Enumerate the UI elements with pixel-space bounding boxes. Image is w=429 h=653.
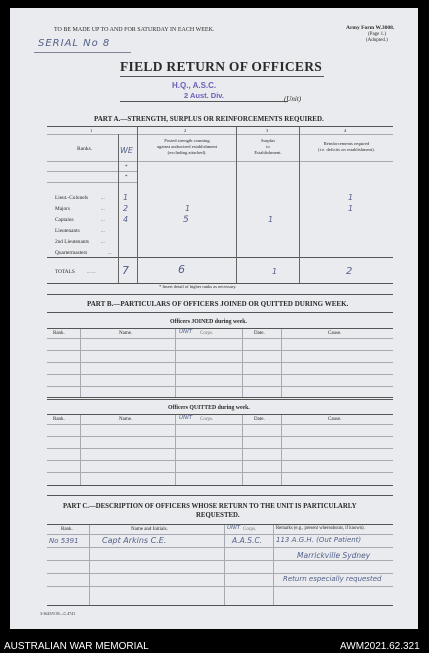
quitted-title: Officers QUITTED during week. [168, 405, 250, 411]
instruction-text: TO BE MADE UP TO AND FOR SATURDAY IN EACH WEEK. [54, 27, 215, 33]
rank-2nd-lieutenants: 2nd Lieutenants [55, 239, 89, 245]
col-number-4: 4 [344, 128, 347, 133]
reinf-lt-col: 1 [348, 193, 354, 202]
joined-col-name: Name. [119, 331, 133, 336]
c-col-name: Name and Initials. [131, 527, 168, 532]
posted-header-1: Posted strength counting [164, 138, 210, 143]
entry-name: Capt Arkins C.E. [102, 536, 167, 545]
we-majors: 2 [123, 204, 129, 213]
unit-label: (Unit) [284, 95, 302, 103]
part-c-table [47, 524, 393, 606]
totals-posted: 6 [178, 263, 185, 276]
joined-unit-mark: UNIT [179, 329, 193, 335]
joined-table [47, 328, 393, 398]
part-a-note: * Insert detail of higher ranks as necessary. [159, 284, 237, 289]
footer-accession-number: AWM2021.62.321 [340, 641, 420, 652]
col-number-3: 3 [266, 128, 269, 133]
rank-captains: Captains [55, 217, 74, 223]
joined-col-corps: Corps. [200, 331, 214, 336]
entry-remarks-2: Marrickville Sydney [297, 551, 371, 560]
col-number-1: 1 [90, 128, 93, 133]
reinf-majors: 1 [348, 204, 354, 213]
totals-reinf: 2 [346, 266, 353, 277]
part-c-heading-1: PART C.—DESCRIPTION OF OFFICERS WHOSE RETURN TO THE UNIT IS PARTICULARLY [63, 503, 357, 510]
footer-institution: AUSTRALIAN WAR MEMORIAL [4, 641, 149, 652]
posted-captains: 5 [183, 215, 189, 225]
form-page [10, 8, 418, 629]
quitted-table [47, 414, 393, 486]
part-b-heading: PART B.—PARTICULARS OF OFFICERS JOINED OR QUITTED DURING WEEK. [87, 300, 349, 308]
quitted-col-cause: Cause. [328, 417, 342, 422]
totals-we: 7 [122, 264, 129, 277]
c-col-rank: Rank. [61, 527, 73, 532]
unit-underline [120, 101, 288, 102]
c-unit-mark: UNIT [227, 525, 241, 531]
surplus-captains: 1 [268, 215, 274, 224]
reinf-header-2: (i.e. deficits on establishment). [318, 147, 375, 152]
quitted-col-name: Name. [119, 417, 133, 422]
posted-header-2: against authorized establishment [157, 144, 217, 149]
reinf-header-1: Reinforcements required [323, 141, 370, 146]
unit-stamp-line-2: 2 Aust. Div. [184, 91, 225, 100]
part-a-heading: PART A.—STRENGTH, SURPLUS OR REINFORCEMENTS REQUIRED. [94, 115, 324, 123]
entry-remarks-3: Return especially requested [283, 575, 382, 583]
we-lt-col: 1 [123, 193, 129, 202]
unit-stamp-line-1: H.Q., A.S.C. [172, 81, 217, 90]
we-captains: 4 [123, 215, 129, 224]
posted-majors: 1 [185, 204, 191, 213]
rank-lieut-colonels: Lieut.-Colonels [55, 195, 89, 201]
surplus-header-1: Surplus [260, 138, 276, 143]
rank-quartermasters: Quartermasters [55, 250, 88, 256]
adopted-label: (Adopted.) [366, 38, 388, 43]
surplus-header-3: Establishment. [254, 150, 282, 155]
entry-rank: No 5391 [49, 537, 79, 545]
part-a-table: 1 2 3 4 Ranks. WE Posted strength counting against authorized establishment (excluding attached). Surplus to Establishment. Reinforcements required (i.e. deficits on establishment). * * Lieut.-Colonels Majors Captains Lieutenants 2nd Lieutenants Quartermasters ... ... ... ... ... ... 1 2 4 1 5 1 1 1 TOTALS ... ... 7 6 1 2 [47, 126, 393, 284]
col-number-2: 2 [184, 128, 187, 133]
form-title: FIELD RETURN OF OFFICERS [120, 59, 323, 74]
c-col-corps: Corps. [243, 527, 257, 532]
page-number: (Page 1.) [368, 32, 387, 37]
posted-header-3: (excluding attached). [167, 150, 207, 155]
joined-col-rank: Rank. [53, 331, 65, 336]
title-underline [120, 76, 324, 77]
we-mark: WE [120, 146, 133, 155]
part-c-heading-2: REQUESTED. [196, 512, 240, 519]
rank-lieutenants: Lieutenants [55, 228, 80, 234]
ranks-header: Ranks. [77, 146, 93, 152]
joined-title: Officers JOINED during week. [170, 319, 247, 325]
quitted-col-rank: Rank. [53, 417, 65, 422]
form-number: Army Form W.3008. [346, 25, 395, 31]
joined-col-cause: Cause. [328, 331, 342, 336]
entry-corps: A.A.S.C. [232, 536, 263, 545]
printer-code: 3-3625/9.39—C.4741 [40, 611, 76, 616]
serial-number: SERIAL No 8 [38, 38, 111, 49]
quitted-col-corps: Corps. [200, 417, 214, 422]
rank-majors: Majors [55, 206, 71, 212]
totals-surplus: 1 [272, 267, 278, 276]
quitted-unit-mark: UNIT [179, 415, 193, 421]
quitted-col-date: Date. [254, 417, 265, 422]
totals-label: TOTALS [55, 269, 75, 275]
surplus-header-2: to [266, 144, 270, 149]
c-col-remarks: Remarks (e.g., present whereabouts, if known). [276, 526, 365, 531]
entry-remarks-1: 113 A.G.H. (Out Patient) [276, 536, 362, 544]
joined-col-date: Date. [254, 331, 265, 336]
serial-underline [34, 52, 131, 53]
